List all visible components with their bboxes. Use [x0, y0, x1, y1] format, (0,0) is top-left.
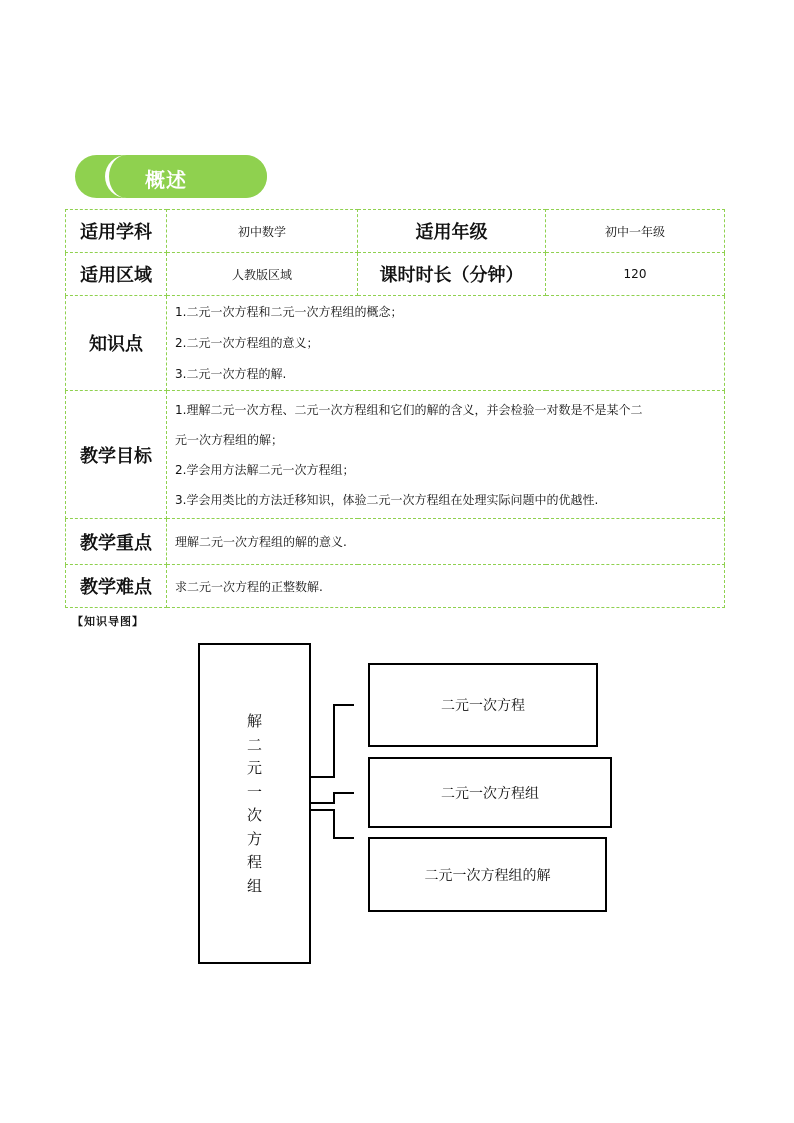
region-label: 适用区域 [66, 253, 167, 296]
map-root-char: 次 [246, 806, 262, 824]
goals-label: 教学目标 [66, 391, 167, 519]
duration-value: 120 [546, 253, 725, 296]
difficulty-label: 教学难点 [66, 565, 167, 608]
goal-item: 3.学会用类比的方法迁移知识，体验二元一次方程组在处理实际问题中的优越性. [175, 492, 599, 507]
goal-item: 元一次方程组的解； [175, 432, 284, 447]
subject-label: 适用学科 [66, 210, 167, 253]
map-root-char: 程 [246, 853, 262, 871]
region-value: 人教版区域 [167, 253, 358, 296]
grade-value: 初中一年级 [546, 210, 725, 253]
knowledge-label: 知识点 [66, 296, 167, 391]
knowledge-map-label: 【知识导图】 [72, 615, 144, 628]
focus-value: 理解二元一次方程组的解的意义. [167, 519, 725, 565]
connector-line [311, 810, 354, 838]
map-root-char: 解 [246, 712, 262, 730]
map-branch-box: 二元一次方程组的解 [368, 837, 607, 912]
map-root-char: 组 [246, 876, 262, 895]
grade-label: 适用年级 [358, 210, 546, 253]
subject-value: 初中数学 [167, 210, 358, 253]
knowledge-item: 1.二元一次方程和二元一次方程组的概念； [175, 304, 403, 319]
section-title: 概述 [145, 168, 187, 192]
difficulty-value: 求二元一次方程的正整数解. [167, 565, 725, 608]
map-root-char: 方 [246, 829, 262, 848]
map-root-char: 二 [246, 735, 262, 754]
focus-label: 教学重点 [66, 519, 167, 565]
goal-item: 1.理解二元一次方程、二元一次方程组和它们的解的含义，并会检验一对数是不是某个二 [175, 402, 643, 417]
map-root-char: 元 [246, 759, 262, 777]
goal-item: 2.学会用方法解二元一次方程组； [175, 462, 355, 477]
connector-line [311, 793, 354, 803]
map-branch-box: 二元一次方程 [368, 663, 598, 747]
map-branch-box: 二元一次方程组 [368, 757, 612, 828]
map-root-char: 一 [246, 782, 262, 801]
duration-label: 课时时长（分钟） [358, 253, 546, 296]
knowledge-item: 2.二元一次方程组的意义； [175, 335, 319, 350]
knowledge-item: 3.二元一次方程的解. [175, 366, 287, 381]
connector-line [311, 705, 354, 777]
